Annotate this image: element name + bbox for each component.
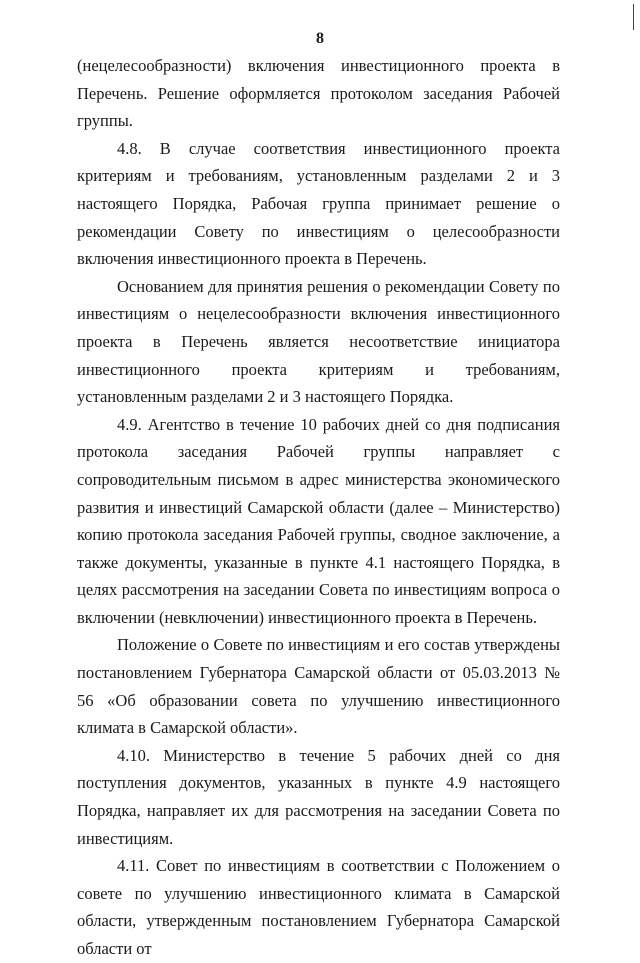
paragraph-4-9: 4.9. Агентство в течение 10 рабочих дней со дня подписания протокола заседания Рабочей группы направляет с сопроводительным письмом в адрес министерства экономического развития и инвестиций Самарской области (далее – Министерство) копию протокола заседания Рабочей группы, сводное заключение, а также документы, указанные в пункте 4.1 настоящего Порядка, в целях рассмотрения на заседании Совета по инвестициям вопроса о включении (невключении) инвестиционного проекта в Перечень. <box>77 414 560 627</box>
paragraph-4-10: 4.10. Министерство в течение 5 рабочих дней со дня поступления документов, указанных в пункте 4.9 настоящего Порядка, направляет их для рассмотрения на заседании Совета по инвестициям. <box>77 745 560 848</box>
paragraph-grounds: Основанием для принятия решения о рекомендации Совету по инвестициям о нецелесообразности включения инвестиционного проекта в Перечень является несоответствие инициатора инвестиционного проекта критериям и требованиям, установленным разделами 2 и 3 настоящего Порядка. <box>77 276 560 407</box>
page-number: 8 <box>316 30 324 47</box>
paragraph-4-11: 4.11. Совет по инвестициям в соответствии с Положением о совете по улучшению инвестиционного климата в Самарской области, утвержденным постановлением Губернатора Самарской области от <box>77 856 560 958</box>
paragraph-4-8: 4.8. В случае соответствия инвестиционного проекта критериям и требованиям, установленным разделами 2 и 3 настоящего Порядка, Рабочая группа принимает решение о рекомендации Совету по инвестициям о целесообразности включения инвестиционного проекта в Перечень. <box>77 138 560 269</box>
scan-edge-mark <box>633 4 634 30</box>
body-text <box>77 52 560 963</box>
paragraph-council-regulation: Положение о Совете по инвестициям и его состав утверждены постановлением Губернатора Самарской области от 05.03.2013 № 56 «Об образовании совета по улучшению инвестиционного климата в Самарской области». <box>77 635 560 738</box>
paragraph-continuation: (нецелесообразности) включения инвестиционного проекта в Перечень. Решение оформляется протоколом заседания Рабочей группы. <box>77 56 560 131</box>
